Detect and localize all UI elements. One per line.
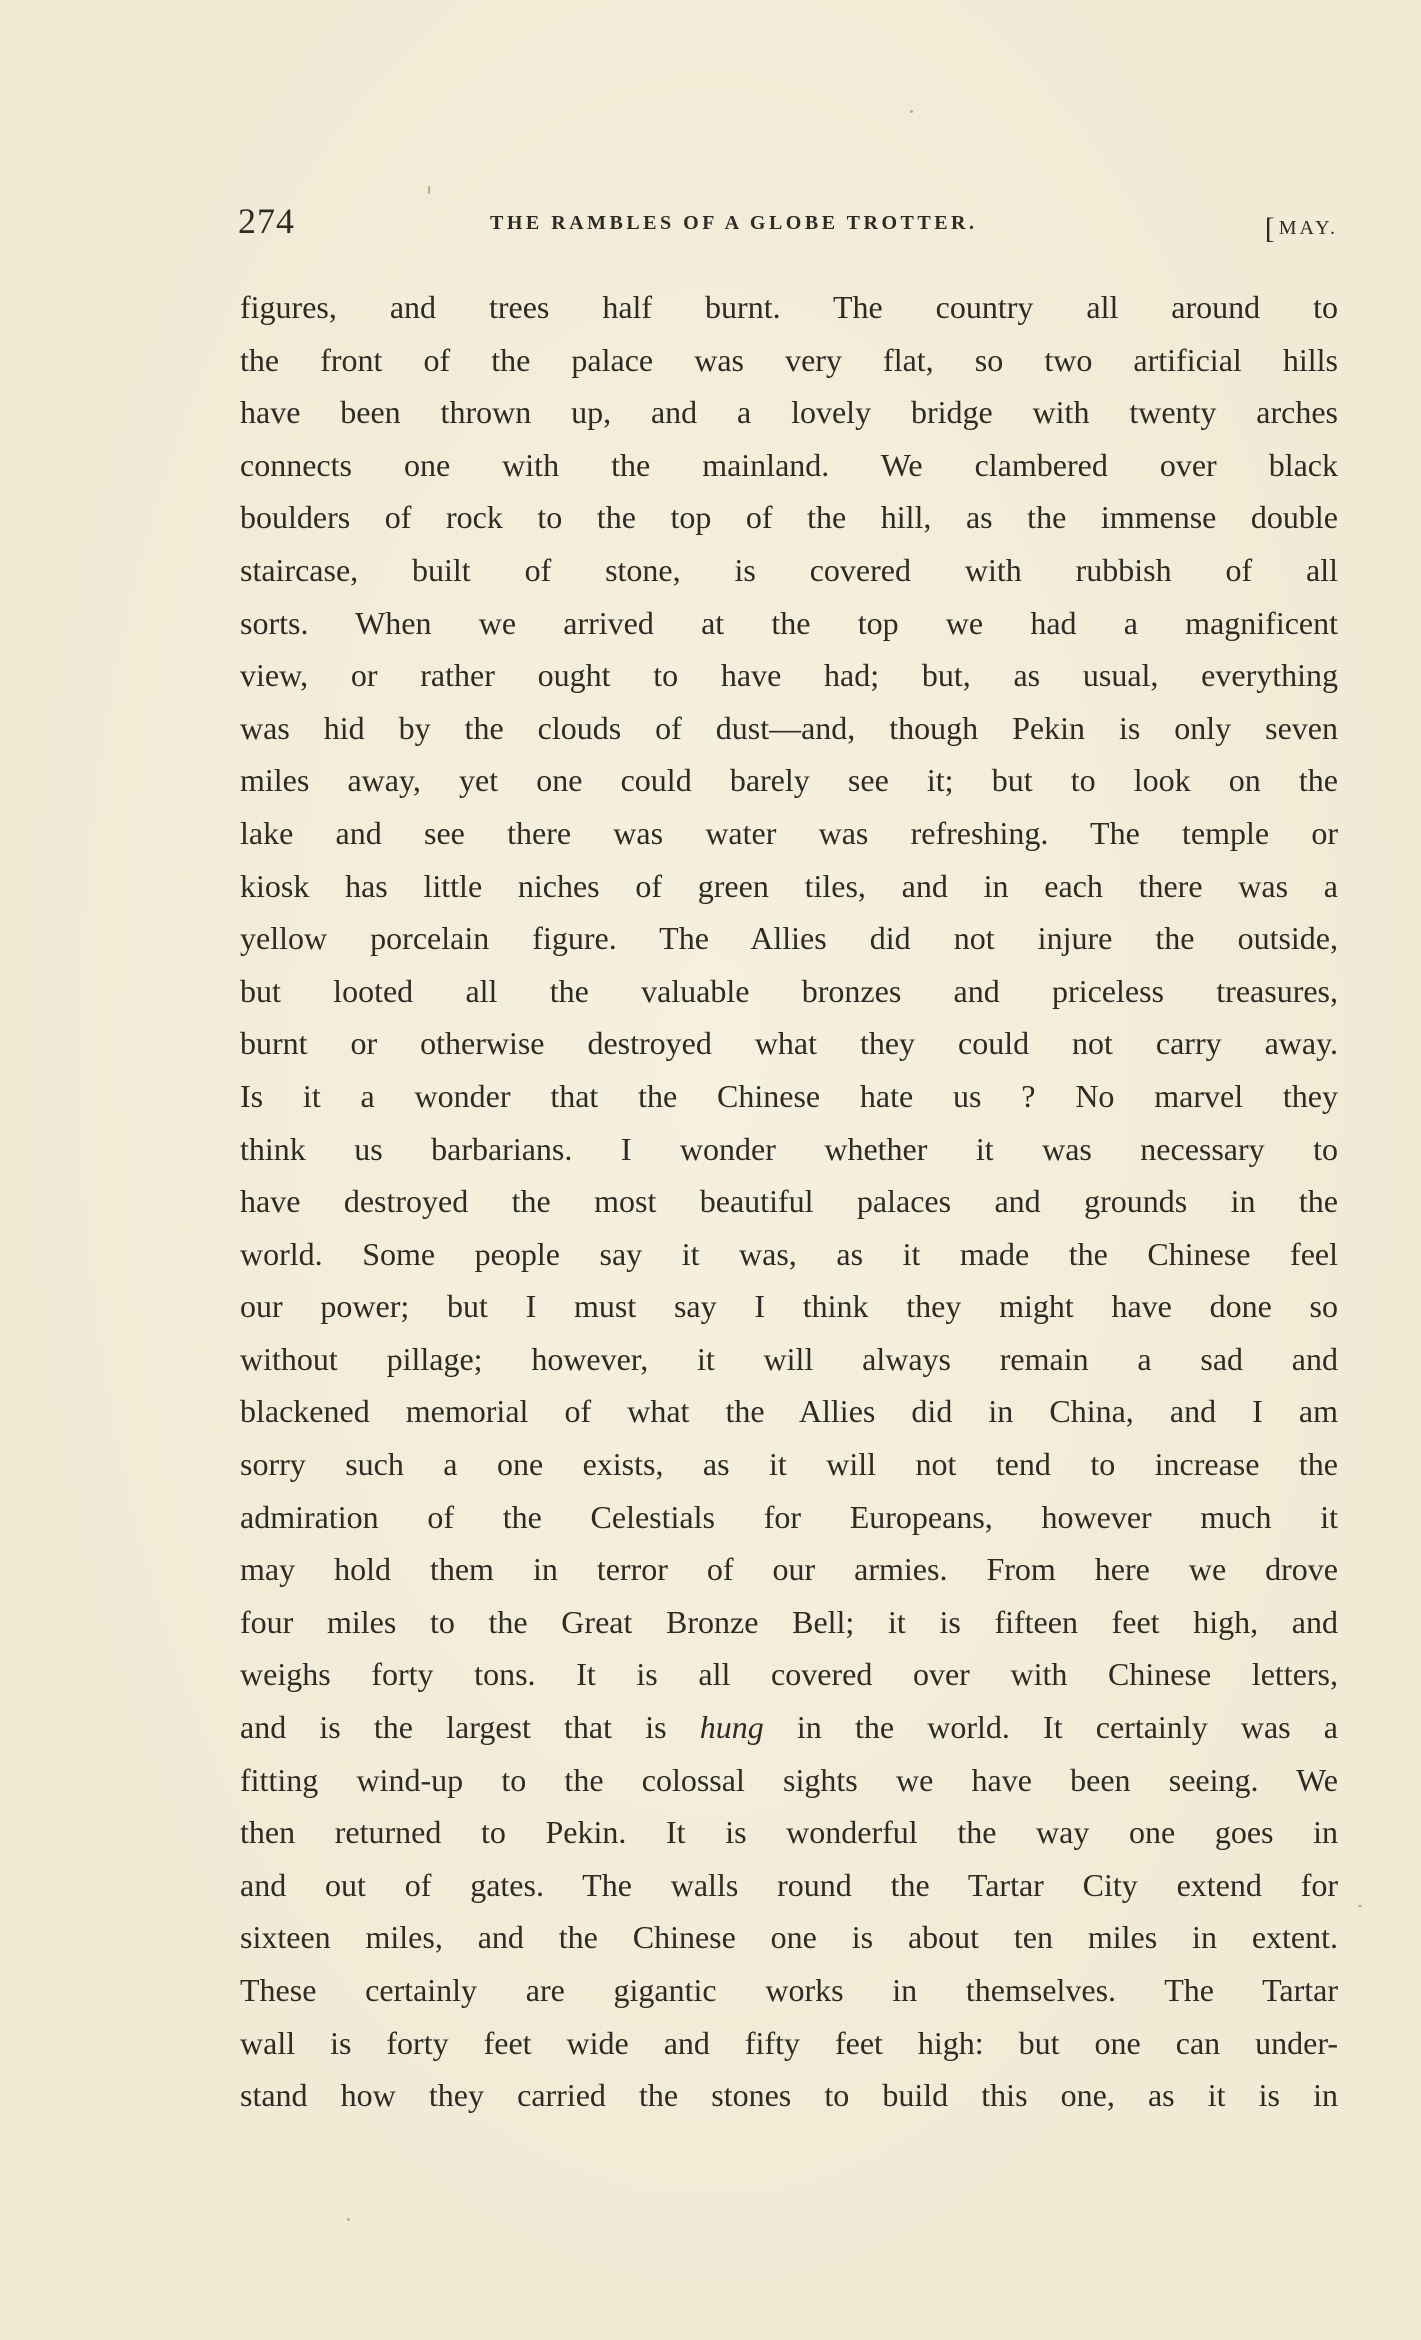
paper-speck xyxy=(347,2218,350,2221)
text-line: and out of gates. The walls round the Tartar City extend for xyxy=(240,1866,1338,1903)
text-line: These certainly are gigantic works in themselves. The Tartar xyxy=(240,1972,1338,2008)
text-line: have been thrown up, and a lovely bridge with twenty arches xyxy=(240,394,1338,431)
text-line: but looted all the valuable bronzes and priceless treasures, xyxy=(240,972,1338,1009)
text-line: sorry such a one exists, as it will not tend to increase the xyxy=(240,1446,1338,1483)
text-line-with-italic xyxy=(240,1701,1338,1754)
text-line: was hid by the clouds of dust—and, though Pekin is only seven xyxy=(240,709,1338,746)
text-line: think us barbarians. I wonder whether it was necessary to xyxy=(240,1130,1338,1167)
text-line: our power; but I must say I think they might have done so xyxy=(240,1288,1338,1325)
text-line: fitting wind-up to the colossal sights we have been seeing. We xyxy=(240,1761,1338,1798)
page-number: 274 xyxy=(238,201,295,241)
text-line: admiration of the Celestials for Europeans, however much it xyxy=(240,1498,1338,1535)
text-line: boulders of rock to the top of the hill, as the immense double xyxy=(240,499,1338,536)
text-line: may hold them in terror of our armies. From here we drove xyxy=(240,1551,1338,1588)
text-segment: and is the largest that is xyxy=(240,1709,667,1746)
text-line: burnt or otherwise destroyed what they could not carry away. xyxy=(240,1025,1338,1062)
text-line: four miles to the Great Bronze Bell; it is fifteen feet high, and xyxy=(240,1603,1338,1640)
text-line: then returned to Pekin. It is wonderful the way one goes in xyxy=(240,1814,1338,1851)
text-line: blackened memorial of what the Allies did in China, and I am xyxy=(240,1393,1338,1430)
text-line: view, or rather ought to have had; but, as usual, everything xyxy=(240,657,1338,694)
running-month xyxy=(1265,212,1338,246)
text-line: Is it a wonder that the Chinese hate us ? No marvel they xyxy=(240,1077,1338,1114)
month-bracket: [ xyxy=(1264,212,1278,245)
text-line: connects one with the mainland. We clambered over black xyxy=(240,446,1338,483)
text-line: without pillage; however, it will always remain a sad and xyxy=(240,1340,1338,1377)
text-line: sixteen miles, and the Chinese one is about ten miles in extent. xyxy=(240,1919,1338,1956)
text-line: sorts. When we arrived at the top we had a magnificent xyxy=(240,604,1338,641)
text-line: lake and see there was water was refreshing. The temple or xyxy=(240,814,1338,851)
text-line: staircase, built of stone, is covered with rubbish of all xyxy=(240,551,1338,588)
text-line: have destroyed the most beautiful palaces and grounds in the xyxy=(240,1183,1338,1220)
text-line: weighs forty tons. It is all covered over with Chinese letters, xyxy=(240,1656,1338,1693)
text-line: world. Some people say it was, as it made the Chinese feel xyxy=(240,1235,1338,1272)
text-line: stand how they carried the stones to build this one, as it is in xyxy=(240,2077,1338,2114)
text-line: miles away, yet one could barely see it; but to look on the xyxy=(240,762,1338,799)
italic-word: hung xyxy=(699,1709,764,1746)
paper-speck xyxy=(1358,1905,1362,1907)
paper-speck xyxy=(910,110,913,113)
paper-speck xyxy=(428,186,430,194)
text-segment: in the world. It certainly was a xyxy=(796,1709,1338,1746)
text-line: the front of the palace was very flat, so two artificial hills xyxy=(240,341,1338,378)
text-line: wall is forty feet wide and fifty feet high: but one can under- xyxy=(240,2024,1338,2061)
text-line: yellow porcelain figure. The Allies did not injure the outside, xyxy=(240,920,1338,957)
text-line: kiosk has little niches of green tiles, and in each there was a xyxy=(240,867,1338,904)
month-label: MAY. xyxy=(1278,217,1338,239)
running-title: THE RAMBLES OF A GLOBE TROTTER. xyxy=(490,212,978,234)
text-line: figures, and trees half burnt. The country all around to xyxy=(240,289,1338,325)
body-text xyxy=(240,281,1338,2122)
running-head xyxy=(238,200,1338,250)
